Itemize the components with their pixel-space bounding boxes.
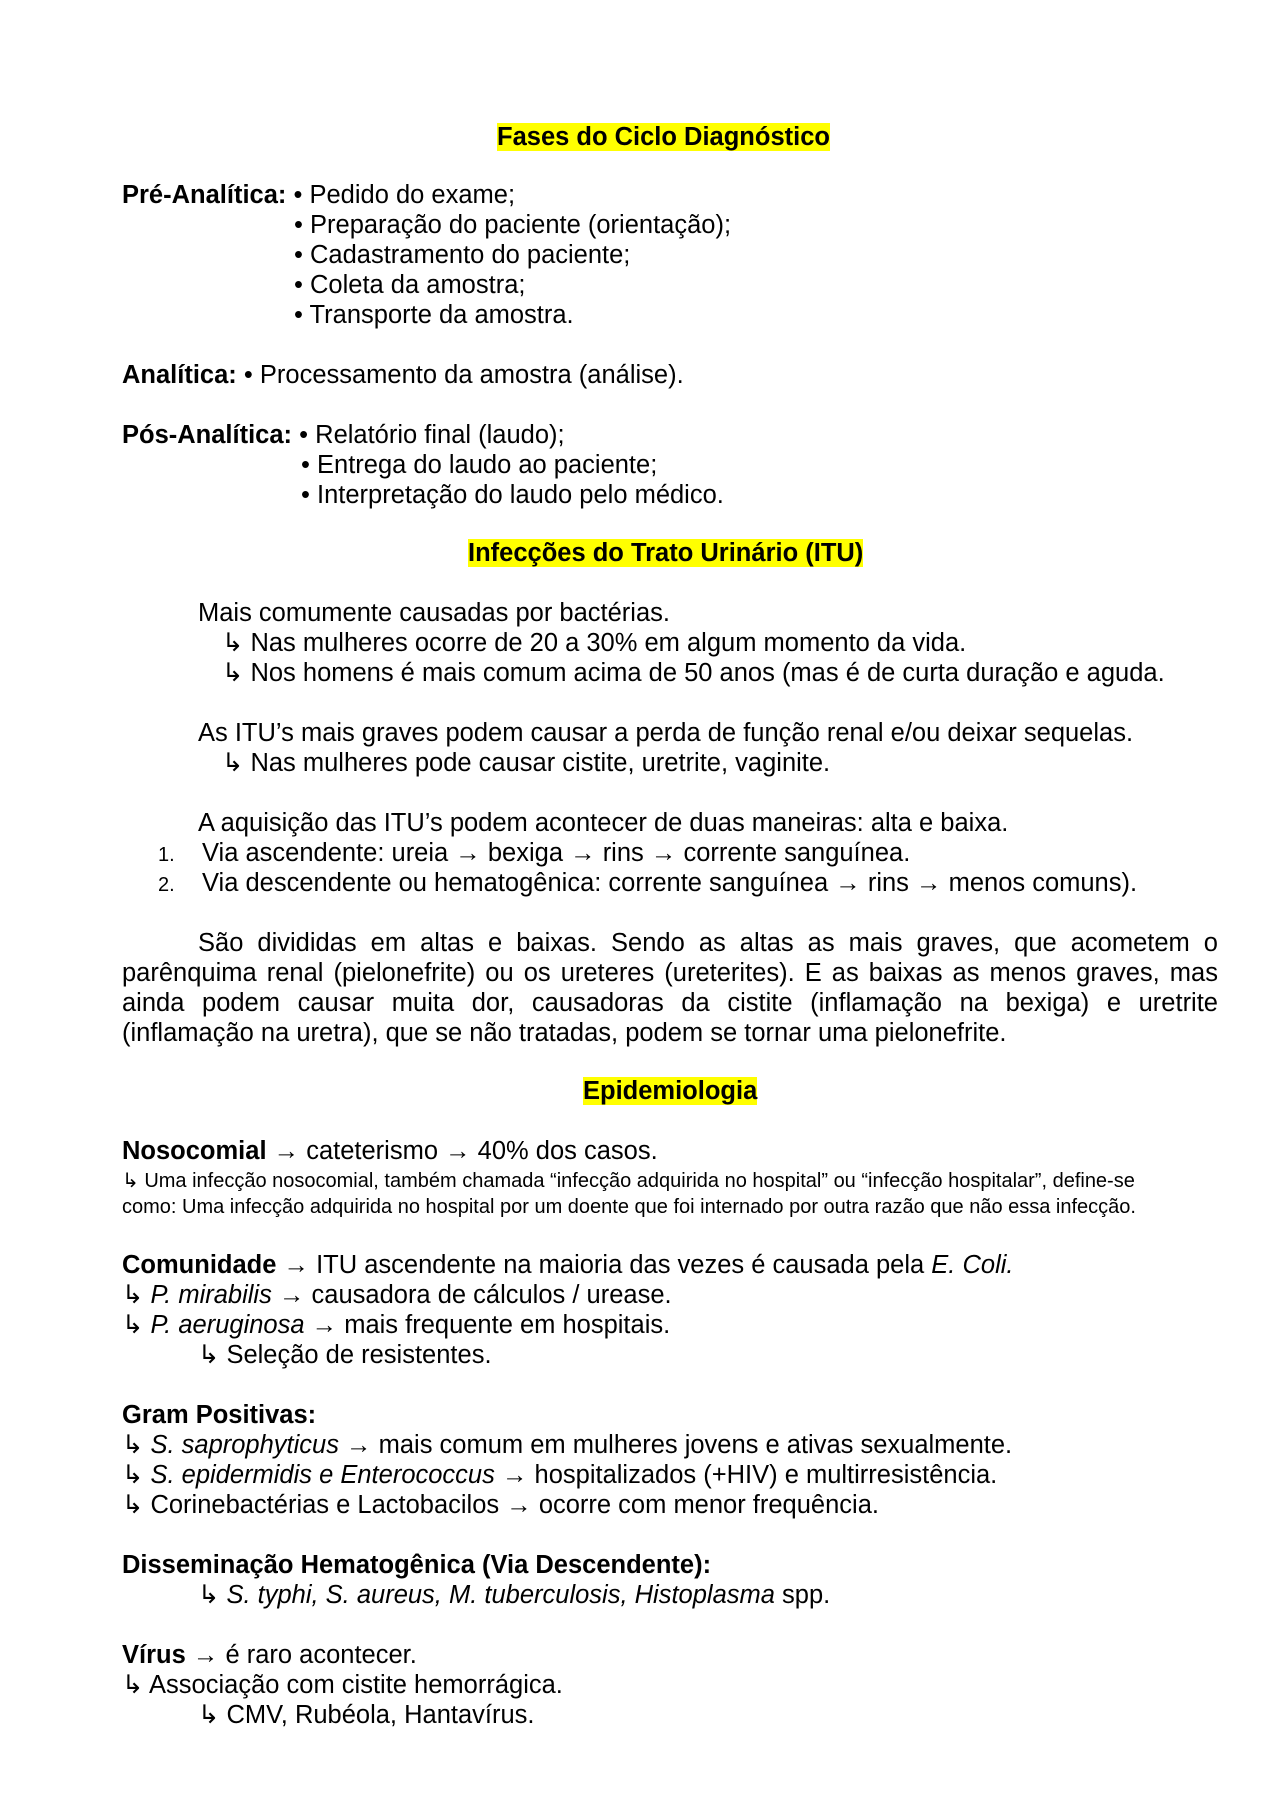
analitica-item: • Processamento da amostra (análise). bbox=[243, 361, 684, 389]
pos-analitica-row bbox=[122, 420, 565, 450]
analitica-row bbox=[122, 360, 684, 390]
gram-item: ↳ Corinebactérias e Lactobacilos → ocorre com menor frequência. bbox=[122, 1491, 879, 1519]
gram-item bbox=[122, 1430, 1012, 1460]
pre-item: • Pedido do exame; bbox=[293, 181, 516, 209]
comunidade-sub: ↳ Seleção de resistentes. bbox=[198, 1341, 492, 1369]
nosocomial-definition: ↳ Uma infecção nosocomial, também chamada “infecção adquirida no hospital” ou “infecção hospitalar”, define-se bbox=[122, 1170, 1135, 1192]
itu-paragraph-line: parênquima renal (pielonefrite) ou os ureteres (ureterites). E as baixas as menos graves, mas bbox=[122, 959, 1218, 987]
arrow: ↳ bbox=[122, 1281, 151, 1309]
virus-sub: ↳ Associação com cistite hemorrágica. bbox=[122, 1671, 563, 1699]
itu-p1: Mais comumente causadas por bactérias. bbox=[198, 599, 670, 627]
title-text: Fases do Ciclo Diagnóstico bbox=[497, 123, 830, 151]
comunidade-sub bbox=[122, 1310, 670, 1340]
organism-name: S. typhi, S. aureus, M. tuberculosis, Histoplasma bbox=[226, 1581, 775, 1609]
analitica-label: Analítica: bbox=[122, 361, 237, 389]
list-number: 2. bbox=[158, 874, 175, 896]
comunidade-sub bbox=[122, 1280, 672, 1310]
itu-p2: As ITU’s mais graves podem causar a perda de função renal e/ou deixar sequelas. bbox=[198, 719, 1134, 747]
disseminacao-item bbox=[198, 1580, 830, 1610]
title-text: Epidemiologia bbox=[583, 1077, 758, 1105]
pos-item: • Entrega do laudo ao paciente; bbox=[301, 451, 658, 479]
sub-text: → mais frequente em hospitais. bbox=[304, 1311, 671, 1339]
list-number: 1. bbox=[158, 844, 175, 866]
comunidade-text: → ITU ascendente na maioria das vezes é causada pela bbox=[276, 1251, 932, 1279]
pos-item: • Relatório final (laudo); bbox=[299, 421, 565, 449]
organism-name: P. aeruginosa bbox=[150, 1311, 305, 1339]
arrow: ↳ bbox=[122, 1311, 151, 1339]
section-title-fases bbox=[497, 122, 830, 152]
itu-p1-sub: ↳ Nas mulheres ocorre de 20 a 30% em algum momento da vida. bbox=[222, 629, 967, 657]
disseminacao-label: Disseminação Hematogênica (Via Descendente): bbox=[122, 1551, 712, 1579]
section-title-itu bbox=[468, 538, 863, 568]
itu-paragraph-line: (inflamação na uretra), que se não tratadas, podem se tornar uma pielonefrite. bbox=[122, 1019, 1007, 1047]
list-text: Via descendente ou hematogênica: corrente sanguínea → rins → menos comuns). bbox=[202, 869, 1138, 897]
section-title-epidemiologia bbox=[583, 1076, 757, 1106]
pre-item: • Coleta da amostra; bbox=[294, 271, 526, 299]
pre-item: • Cadastramento do paciente; bbox=[294, 241, 631, 269]
sub-text: → mais comum em mulheres jovens e ativas sexualmente. bbox=[338, 1431, 1013, 1459]
nosocomial-text: → cateterismo → 40% dos casos. bbox=[266, 1137, 658, 1165]
sub-text: → hospitalizados (+HIV) e multirresistência. bbox=[494, 1461, 998, 1489]
virus-label: Vírus bbox=[122, 1641, 186, 1669]
virus-sub: ↳ CMV, Rubéola, Hantavírus. bbox=[198, 1701, 535, 1729]
organism-name: P. mirabilis bbox=[150, 1281, 272, 1309]
pre-item: • Transporte da amostra. bbox=[294, 301, 574, 329]
itu-paragraph-line: ainda podem causar muita dor, causadoras da cistite (inflamação na bexiga) e uretrite bbox=[122, 989, 1218, 1017]
title-text: Infecções do Trato Urinário (ITU) bbox=[468, 539, 864, 567]
sub-text: spp. bbox=[774, 1581, 831, 1609]
nosocomial-row bbox=[122, 1136, 658, 1166]
gram-positivas-label: Gram Positivas: bbox=[122, 1401, 317, 1429]
comunidade-row bbox=[122, 1250, 1014, 1280]
comunidade-label: Comunidade bbox=[122, 1251, 277, 1279]
itu-p2-sub: ↳ Nas mulheres pode causar cistite, uretrite, vaginite. bbox=[222, 749, 831, 777]
pre-analitica-label: Pré-Analítica: bbox=[122, 181, 287, 209]
gram-item bbox=[122, 1460, 997, 1490]
virus-text: → é raro acontecer. bbox=[185, 1641, 417, 1669]
pos-analitica-label: Pós-Analítica: bbox=[122, 421, 293, 449]
pos-item: • Interpretação do laudo pelo médico. bbox=[301, 481, 724, 509]
pre-item: • Preparação do paciente (orientação); bbox=[294, 211, 732, 239]
sub-text: → causadora de cálculos / urease. bbox=[271, 1281, 672, 1309]
arrow: ↳ bbox=[122, 1461, 151, 1489]
arrow: ↳ bbox=[122, 1431, 151, 1459]
itu-p1-sub: ↳ Nos homens é mais comum acima de 50 anos (mas é de curta duração e aguda. bbox=[222, 659, 1165, 687]
pre-analitica-row bbox=[122, 180, 515, 210]
list-item bbox=[158, 838, 910, 870]
itu-paragraph-line: São divididas em altas e baixas. Sendo as altas as mais graves, que acometem o bbox=[198, 929, 1218, 957]
itu-p3: A aquisição das ITU’s podem acontecer de duas maneiras: alta e baixa. bbox=[198, 809, 1009, 837]
arrow: ↳ bbox=[198, 1581, 227, 1609]
organism-name: S. epidermidis e Enterococcus bbox=[150, 1461, 495, 1489]
nosocomial-label: Nosocomial bbox=[122, 1137, 267, 1165]
nosocomial-definition: como: Uma infecção adquirida no hospital por um doente que foi internado por outra razão que não essa infecção. bbox=[122, 1196, 1136, 1218]
virus-row bbox=[122, 1640, 417, 1670]
list-item bbox=[158, 868, 1137, 900]
list-text: Via ascendente: ureia → bexiga → rins → corrente sanguínea. bbox=[202, 839, 911, 867]
organism-name: S. saprophyticus bbox=[150, 1431, 339, 1459]
organism-name: E. Coli. bbox=[931, 1251, 1014, 1279]
